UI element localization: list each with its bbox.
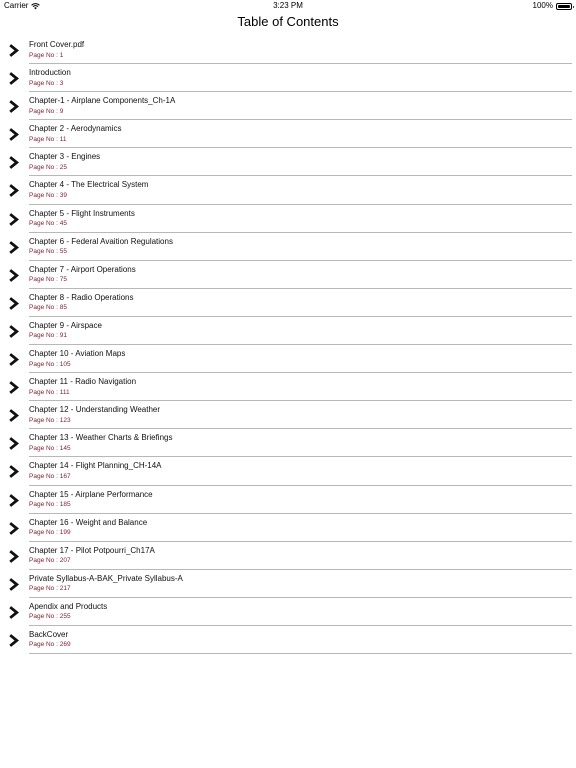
toc-row-title: Private Syllabus-A-BAK_Private Syllabus-A	[29, 573, 183, 583]
chevron-right-icon	[9, 550, 19, 563]
toc-row-12[interactable]	[0, 345, 576, 373]
toc-row-page: Page No : 145	[29, 444, 71, 452]
toc-row-title: Chapter 5 - Flight Instruments	[29, 208, 135, 218]
toc-row-page: Page No : 167	[29, 472, 71, 480]
toc-row-title: Chapter 8 - Radio Operations	[29, 292, 134, 302]
toc-row-page: Page No : 207	[29, 557, 71, 565]
toc-row-6[interactable]	[0, 176, 576, 204]
toc-row-13[interactable]	[0, 373, 576, 401]
toc-row-17[interactable]	[0, 486, 576, 514]
toc-row-page: Page No : 255	[29, 613, 71, 621]
chevron-right-icon	[9, 634, 19, 647]
toc-row-title: Apendix and Products	[29, 601, 108, 611]
carrier-label: Carrier	[4, 1, 29, 10]
toc-row-page: Page No : 111	[29, 388, 70, 396]
toc-row-title: Chapter 7 - Airport Operations	[29, 264, 136, 274]
toc-row-4[interactable]	[0, 120, 576, 148]
toc-row-title: Chapter 4 - The Electrical System	[29, 180, 149, 190]
chevron-right-icon	[9, 409, 19, 422]
toc-row-title: Chapter 11 - Radio Navigation	[29, 377, 137, 387]
toc-row-page: Page No : 85	[29, 304, 67, 312]
toc-row-title: Introduction	[29, 68, 71, 78]
toc-row-title: Front Cover.pdf	[29, 40, 85, 49]
chevron-right-icon	[9, 465, 19, 478]
toc-row-10[interactable]	[0, 289, 576, 317]
toc-row-20[interactable]	[0, 570, 576, 598]
toc-row-page: Page No : 55	[29, 248, 67, 256]
chevron-right-icon	[9, 72, 19, 85]
battery-percent: 100%	[532, 1, 553, 10]
chevron-right-icon	[9, 606, 19, 619]
toc-row-page: Page No : 217	[29, 585, 71, 593]
toc-row-8[interactable]	[0, 233, 576, 261]
toc-row-title: Chapter 3 - Engines	[29, 152, 101, 162]
chevron-right-icon	[9, 241, 19, 254]
toc-row-page: Page No : 199	[29, 529, 71, 537]
toc-row-15[interactable]	[0, 429, 576, 457]
toc-row-page: Page No : 45	[29, 220, 67, 228]
chevron-right-icon	[9, 522, 19, 535]
toc-row-title: BackCover	[29, 629, 69, 639]
chevron-right-icon	[9, 578, 19, 591]
toc-row-page: Page No : 185	[29, 501, 71, 508]
toc-row-page: Page No : 3	[29, 79, 64, 87]
toc-row-page: Page No : 9	[29, 107, 64, 115]
status-bar-time: 3:23 PM	[273, 1, 303, 10]
toc-row-title: Chapter 12 - Understanding Weather	[29, 405, 161, 415]
chevron-right-icon	[9, 437, 19, 450]
toc-row-title: Chapter 15 - Airplane Performance	[29, 489, 153, 499]
toc-row-title: Chapter 6 - Federal Avaition Regulations	[29, 236, 173, 246]
toc-row-title: Chapter-1 - Airplane Components_Ch-1A	[29, 96, 176, 106]
chevron-right-icon	[9, 269, 19, 282]
toc-row-2[interactable]	[0, 64, 576, 92]
chevron-right-icon	[9, 100, 19, 113]
toc-row-3[interactable]	[0, 92, 576, 120]
status-bar-right	[533, 0, 572, 12]
chevron-right-icon	[9, 44, 19, 57]
chevron-right-icon	[9, 156, 19, 169]
chevron-right-icon	[9, 213, 19, 226]
toc-row-page: Page No : 25	[29, 163, 67, 171]
toc-row-page: Page No : 91	[29, 332, 67, 340]
battery-icon	[556, 3, 572, 10]
chevron-right-icon	[9, 494, 19, 507]
toc-row-page: Page No : 123	[29, 416, 71, 424]
chevron-right-icon	[9, 184, 19, 197]
toc-row-page: Page No : 269	[29, 641, 71, 649]
toc-row-11[interactable]	[0, 317, 576, 345]
page-title: Table of Contents	[237, 14, 339, 29]
chevron-right-icon	[9, 325, 19, 338]
toc-row-page: Page No : 105	[29, 360, 71, 368]
toc-row-1[interactable]	[0, 36, 576, 64]
chevron-right-icon	[9, 128, 19, 141]
toc-row-7[interactable]	[0, 205, 576, 233]
toc-row-page: Page No : 75	[29, 276, 67, 284]
toc-row-21[interactable]	[0, 598, 576, 626]
status-bar	[0, 0, 576, 12]
chevron-right-icon	[9, 353, 19, 366]
toc-row-title: Chapter 2 - Aerodynamics	[29, 124, 122, 134]
toc-row-page: Page No : 39	[29, 191, 67, 199]
toc-row-title: Chapter 17 - Pilot Potpourri_Ch17A	[29, 545, 155, 555]
toc-row-title: Chapter 13 - Weather Charts & Briefings	[29, 433, 173, 443]
toc-row-page: Page No : 1	[29, 51, 64, 59]
toc-row-19[interactable]	[0, 542, 576, 570]
toc-row-title: Chapter 9 - Airspace	[29, 320, 102, 330]
toc-list	[0, 36, 576, 654]
toc-row-16[interactable]	[0, 457, 576, 485]
toc-row-title: Chapter 16 - Weight and Balance	[29, 517, 148, 527]
toc-row-18[interactable]	[0, 514, 576, 542]
toc-row-title: Chapter 10 - Aviation Maps	[29, 349, 126, 359]
toc-row-9[interactable]	[0, 261, 576, 289]
toc-row-22[interactable]	[0, 626, 576, 654]
chevron-right-icon	[9, 297, 19, 310]
toc-row-page: Page No : 11	[29, 135, 67, 143]
chevron-right-icon	[9, 381, 19, 394]
toc-row-14[interactable]	[0, 401, 576, 429]
toc-row-title: Chapter 14 - Flight Planning_CH-14A	[29, 461, 162, 471]
toc-row-5[interactable]	[0, 148, 576, 176]
